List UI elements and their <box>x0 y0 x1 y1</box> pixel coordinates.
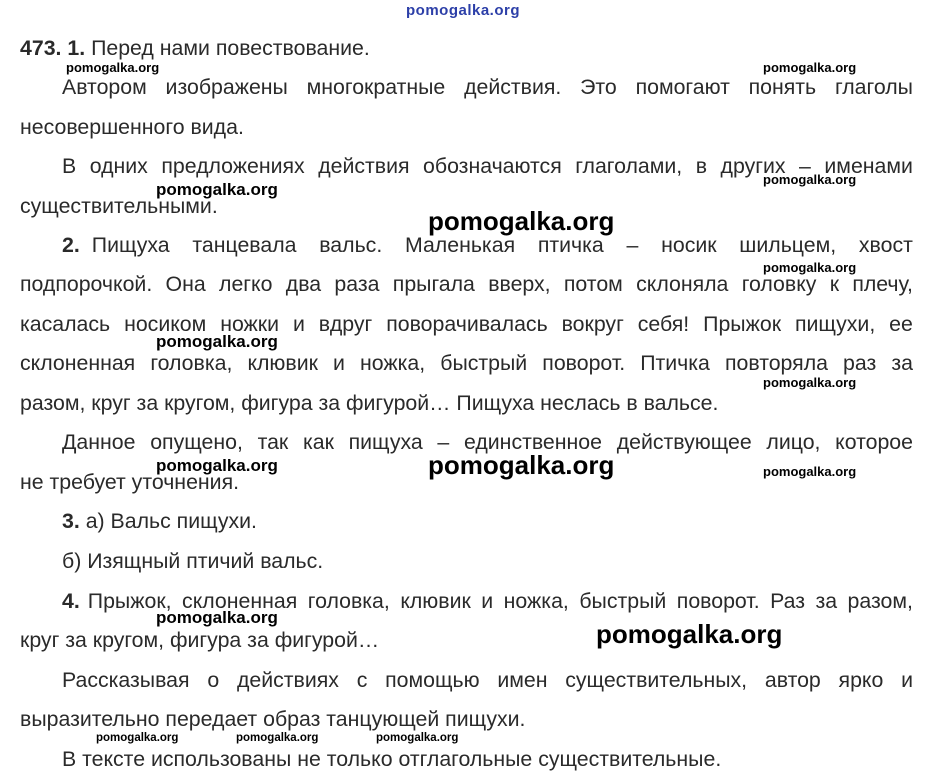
word: быстрый <box>579 589 667 613</box>
word: именами <box>824 154 913 178</box>
word: которое <box>835 430 913 454</box>
word: Птичка <box>640 351 710 375</box>
word: других <box>720 154 786 178</box>
word: вдруг <box>318 312 373 336</box>
word: – <box>437 430 450 454</box>
word: клювик <box>247 351 318 375</box>
watermark: pomogalka.org <box>156 332 278 351</box>
watermark: pomogalka.org <box>763 375 857 390</box>
word: поворачивалась <box>386 312 548 336</box>
word: существительных, <box>565 668 748 692</box>
word: действия <box>318 154 410 178</box>
watermark: pomogalka.org <box>428 450 615 480</box>
word: головка, <box>307 589 390 613</box>
word: за <box>891 351 913 375</box>
watermark: pomogalka.org <box>376 732 459 744</box>
word: и <box>292 312 305 336</box>
watermark: pomogalka.org <box>96 732 179 744</box>
paragraph-4-line-3 <box>62 667 913 693</box>
word: как <box>302 430 334 454</box>
word: ножка, <box>503 589 569 613</box>
word: легко <box>219 272 273 296</box>
word: обозначаются <box>423 154 562 178</box>
word: помощью <box>385 668 480 692</box>
word: Раз <box>770 589 805 613</box>
word: повторяла <box>724 351 828 375</box>
word: Это <box>580 75 617 99</box>
word: и <box>333 351 345 375</box>
watermark: pomogalka.org <box>156 456 278 475</box>
word: пищуха <box>348 430 423 454</box>
word: к <box>829 272 840 296</box>
word: себя! <box>637 312 690 336</box>
word: ножки <box>220 312 280 336</box>
word: понять <box>748 75 817 99</box>
word: носик <box>661 233 717 257</box>
word: носиком <box>124 312 207 336</box>
word: касалась <box>20 312 111 336</box>
word: прыгала <box>392 272 475 296</box>
item-3-a: а) Вальс пищухи. <box>85 509 257 533</box>
paragraph-1-line-2 <box>62 74 913 100</box>
item-number-1: 1. <box>67 36 86 60</box>
word: вверх, <box>488 272 551 296</box>
word: В <box>62 154 77 178</box>
watermark: pomogalka.org <box>428 206 615 236</box>
item-number-4: 4. <box>62 589 80 613</box>
word: Автором <box>62 75 147 99</box>
watermark: pomogalka.org <box>763 60 857 75</box>
word: разом, <box>847 589 913 613</box>
word: ее <box>889 312 913 336</box>
word: автор <box>764 668 821 692</box>
word: плечу, <box>852 272 913 296</box>
paragraph-1-line-1 <box>20 35 913 61</box>
paragraph-1-line-3: несовершенного вида. <box>20 115 244 139</box>
watermark: pomogalka.org <box>763 464 857 479</box>
word: – <box>626 233 639 257</box>
task-number: 473. <box>20 36 62 60</box>
word: имен <box>497 668 548 692</box>
paragraph-3-line-2: б) Изящный птичий вальс. <box>62 549 324 573</box>
word: вокруг <box>561 312 624 336</box>
word: Рассказывая <box>62 668 190 692</box>
word: и <box>901 668 913 692</box>
word: одних <box>89 154 148 178</box>
word: раз <box>843 351 877 375</box>
word: склоняла <box>636 272 729 296</box>
paragraph-2-line-5: разом, круг за кругом, фигура за фигурой… Пищуха неслась в вальсе. <box>20 391 719 415</box>
word: головка, <box>150 351 233 375</box>
word: потом <box>563 272 623 296</box>
header-watermark: pomogalka.org <box>406 2 521 19</box>
watermark: pomogalka.org <box>763 172 857 187</box>
word: вальс. <box>319 233 383 257</box>
word: единственное <box>463 430 602 454</box>
word: раза <box>334 272 380 296</box>
paragraph-4-line-2: круг за кругом, фигура за фигурой… <box>20 628 380 652</box>
word: поворот. <box>676 589 760 613</box>
paragraph-2-line-7: не требует уточнения. <box>20 470 240 494</box>
word: шильцем, <box>739 233 837 257</box>
word: с <box>356 668 368 692</box>
word: подпорочкой. <box>20 272 153 296</box>
word: Данное <box>62 430 136 454</box>
word: хвост <box>858 233 913 257</box>
word: – <box>799 154 811 178</box>
word: так <box>257 430 289 454</box>
paragraph-1-line-5: существительными. <box>20 194 218 218</box>
word: действия. <box>464 75 562 99</box>
word: пищухи, <box>794 312 876 336</box>
word: помогают <box>635 75 730 99</box>
word: действующее <box>616 430 752 454</box>
word: и <box>481 589 494 613</box>
word: клювик <box>400 589 471 613</box>
word: Прыжок <box>703 312 782 336</box>
word: предложениях <box>161 154 305 178</box>
word: многократные <box>306 75 446 99</box>
word: склоненная <box>20 351 136 375</box>
word: головку <box>741 272 817 296</box>
word: глаголы <box>834 75 913 99</box>
word: птичка <box>537 233 604 257</box>
paragraph-4-line-5: В тексте использованы не только отглагольные существительные. <box>62 747 722 771</box>
watermark: pomogalka.org <box>66 60 160 75</box>
word: склоненная <box>182 589 298 613</box>
paragraph-2-line-4 <box>20 350 913 376</box>
word: за <box>815 589 838 613</box>
paragraph-2-line-3 <box>20 311 913 337</box>
item-number-2: 2. <box>62 233 80 257</box>
word: танцевала <box>192 233 297 257</box>
word: глаголами, <box>575 154 683 178</box>
word: действиях <box>236 668 339 692</box>
word: о <box>207 668 220 692</box>
watermark: pomogalka.org <box>156 608 278 627</box>
word: лицо, <box>766 430 821 454</box>
watermark: pomogalka.org <box>236 732 319 744</box>
item-1-text: Перед нами повествование. <box>91 36 370 60</box>
watermark: pomogalka.org <box>156 180 278 199</box>
word: ярко <box>838 668 884 692</box>
item-number-3: 3. <box>62 509 80 533</box>
word: Прыжок, <box>87 589 172 613</box>
word: Маленькая <box>404 233 516 257</box>
watermark: pomogalka.org <box>596 619 783 649</box>
paragraph-3-line-1 <box>62 508 927 534</box>
word: опущено, <box>150 430 243 454</box>
word: ножка, <box>360 351 426 375</box>
word: изображены <box>165 75 288 99</box>
word: два <box>285 272 322 296</box>
paragraph-4-line-4: выразительно передает образ танцующей пищухи. <box>20 707 526 731</box>
word: Пищуха <box>91 233 170 257</box>
word: в <box>695 154 708 178</box>
word: быстрый <box>440 351 528 375</box>
word: поворот. <box>542 351 626 375</box>
watermark: pomogalka.org <box>763 260 857 275</box>
word: Она <box>165 272 206 296</box>
